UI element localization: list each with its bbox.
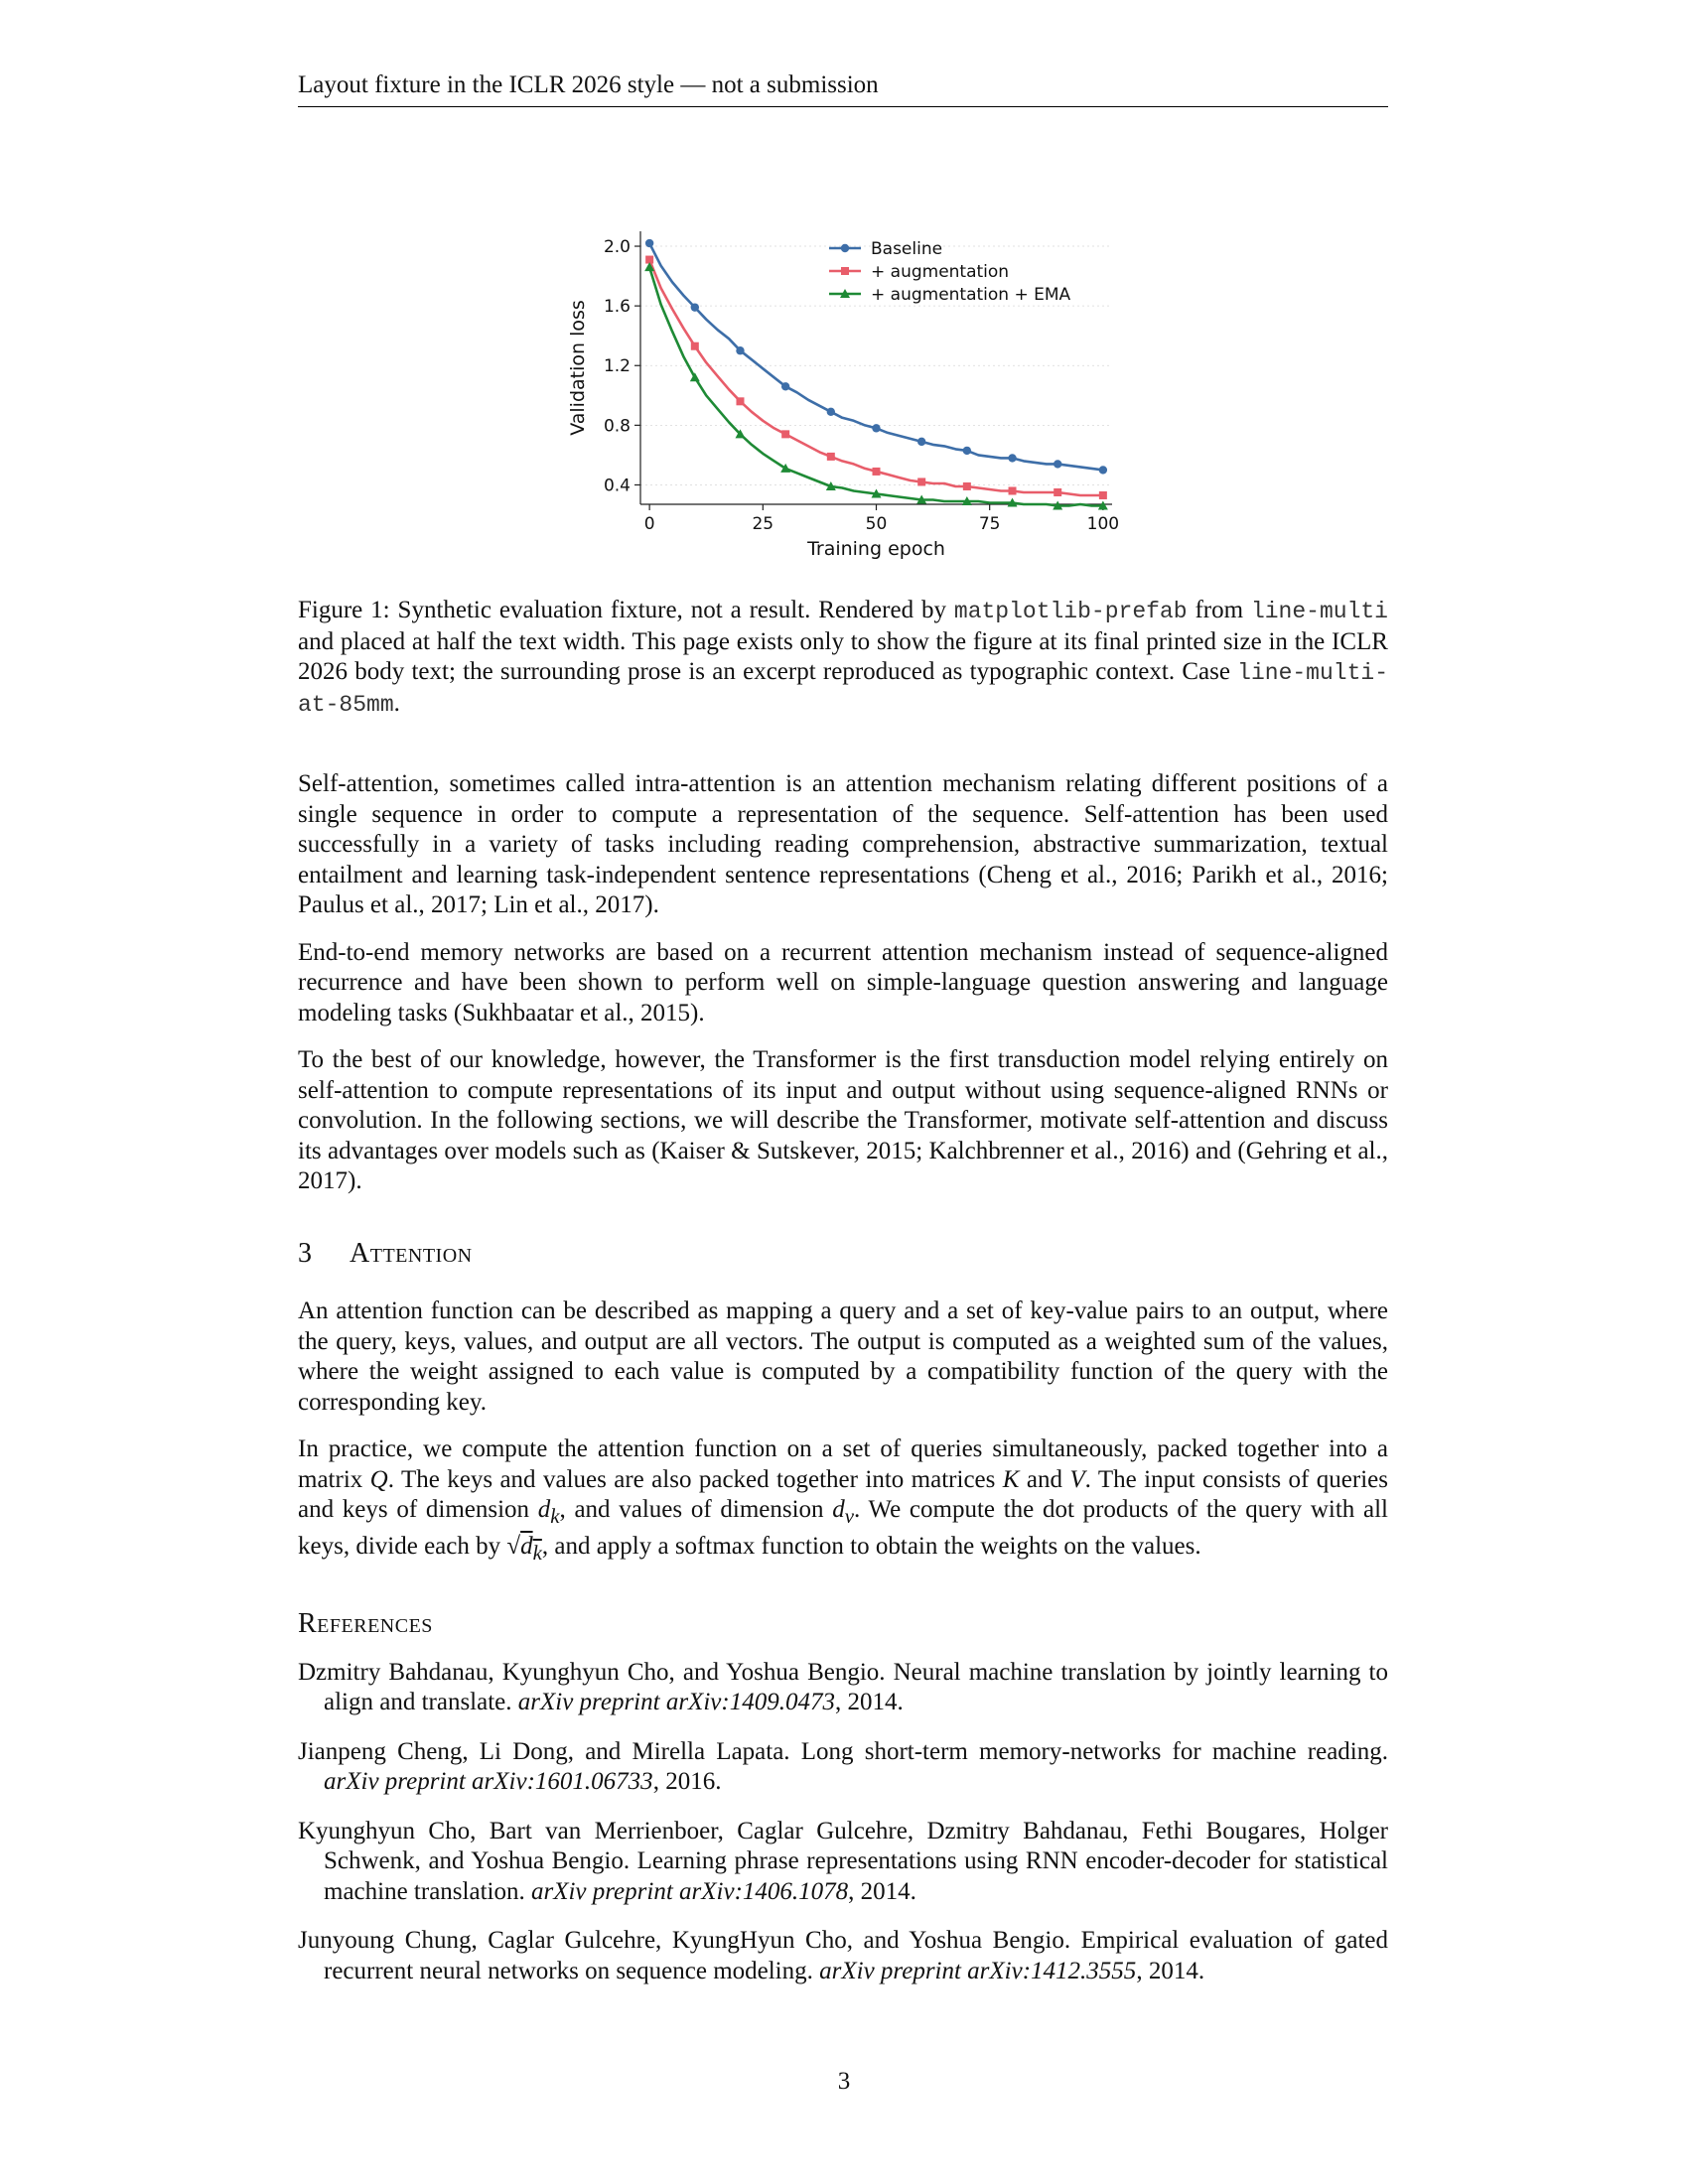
- text-run: and: [1019, 1465, 1070, 1493]
- data-point-2: [1099, 491, 1107, 499]
- math-d: d: [832, 1496, 845, 1523]
- legend-marker-1: [841, 244, 849, 252]
- reference-venue: arXiv preprint arXiv:1412.3555: [819, 1957, 1137, 1984]
- section-number: 3: [298, 1237, 313, 1269]
- x-tick-label: 100: [1086, 514, 1120, 534]
- text-run: . The input consists of queries and keys of dimension: [298, 1465, 1388, 1523]
- data-point-1: [691, 303, 699, 311]
- x-tick-label: 25: [752, 514, 774, 534]
- running-header: Layout fixture in the ICLR 2026 style — not a submission: [298, 71, 879, 98]
- x-tick-label: 50: [865, 514, 888, 534]
- reference-text: Junyoung Chung, Caglar Gulcehre, KyungHyun Cho, and Yoshua Bengio. Empirical evaluation of gated recurrent neural networks on sequence modeling.: [298, 1927, 1388, 1984]
- data-point-1: [827, 408, 835, 416]
- legend-label-3: + augmentation + EMA: [871, 285, 1071, 305]
- text-run: , and values of dimension: [559, 1496, 833, 1523]
- reference-text: Jianpeng Cheng, Li Dong, and Mirella Lapata. Long short-term memory-networks for machine reading.: [298, 1737, 1388, 1765]
- reference-item: [298, 1658, 1388, 1718]
- reference-venue: arXiv preprint arXiv:1406.1078: [530, 1877, 849, 1905]
- data-point-2: [781, 430, 789, 438]
- legend-label-1: Baseline: [871, 239, 943, 259]
- legend-label-2: + augmentation: [871, 262, 1010, 282]
- reference-year: , 2014.: [1136, 1957, 1205, 1984]
- reference-text: Dzmitry Bahdanau, Kyunghyun Cho, and Yoshua Bengio. Neural machine translation by jointly learning to align and translate.: [298, 1658, 1388, 1715]
- math-K: K: [1002, 1465, 1020, 1493]
- header-rule: [298, 106, 1388, 107]
- data-point-1: [872, 424, 880, 432]
- legend-marker-2: [841, 267, 849, 275]
- data-point-1: [1099, 466, 1107, 474]
- x-axis-label: Training epoch: [807, 538, 945, 560]
- section-title: Attention: [350, 1237, 473, 1269]
- math-Q: Q: [369, 1465, 388, 1493]
- paragraph: To the best of our knowledge, however, the Transformer is the first transduction model relying entirely on self-attention to compute representations of its input and output without using sequence-aligned RNNs or convolution. In the following sections, we will describe the Transformer, motivate self-attention and discuss its advantages over models such as (Kaiser & Sutskever, 2015; Kalchbrenner et al., 2016) and (Gehring et al., 2017).: [298, 1046, 1388, 1194]
- paragraph: Self-attention, sometimes called intra-attention is an attention mechanism relating different positions of a single sequence in order to compute a representation of the sequence. Self-attention has been used successfully in a variety of tasks including reading comprehension, abstractive summarization, textual entailment and learning task-independent sentence representations (Cheng et al., 2016; Parikh et al., 2016; Paulus et al., 2017; Lin et al., 2017).: [298, 770, 1388, 918]
- text-run: . We compute the dot products of the query with all keys, divide each by: [298, 1496, 1388, 1560]
- caption-code-tool: matplotlib-prefab: [953, 599, 1188, 624]
- caption-text: Figure 1: Synthetic evaluation fixture, not a result. Rendered by: [298, 597, 954, 623]
- reference-venue: arXiv preprint arXiv:1601.06733: [324, 1768, 653, 1795]
- text-run: . The keys and values are also packed together into matrices: [387, 1465, 1003, 1493]
- math-subscript-k: k: [532, 1540, 542, 1565]
- data-point-2: [963, 482, 971, 490]
- figure-caption: [298, 596, 1388, 720]
- text-run: , and apply a softmax function to obtain the weights on the values.: [541, 1532, 1201, 1560]
- data-point-2: [917, 478, 925, 485]
- y-axis-label: Validation loss: [567, 300, 589, 436]
- reference-text: Kyunghyun Cho, Bart van Merrienboer, Caglar Gulcehre, Dzmitry Bahdanau, Fethi Bougares, Holger Schwenk, and Yoshua Bengio. Learning phrase representations using RNN encoder-decoder for statistical machine translation.: [298, 1817, 1388, 1905]
- data-point-2: [1054, 488, 1061, 496]
- data-point-1: [736, 346, 744, 354]
- reference-item: [298, 1817, 1388, 1908]
- body-text: [298, 769, 1388, 2005]
- data-point-2: [1009, 486, 1017, 494]
- math-V: V: [1069, 1465, 1085, 1493]
- caption-text: from: [1187, 597, 1251, 623]
- data-point-1: [963, 447, 971, 455]
- caption-code-case: line-multi-at-85mm: [298, 660, 1388, 718]
- y-tick-label: 1.6: [603, 297, 631, 318]
- y-tick-label: 0.4: [603, 476, 631, 496]
- paragraph: End-to-end memory networks are based on a recurrent attention mechanism instead of sequence-aligned recurrence and have been shown to perform well on simple-language question answering and language modeling tasks (Sukhbaatar et al., 2015).: [298, 938, 1388, 1026]
- caption-text: and placed at half the text width. This page exists only to show the figure at its final printed size in the ICLR 2026 body text; the surrounding prose is an excerpt reproduced as typographic context. Case: [298, 627, 1388, 685]
- y-tick-label: 2.0: [603, 237, 631, 258]
- data-point-1: [917, 438, 925, 446]
- reference-year: , 2014.: [834, 1689, 904, 1715]
- math-subscript-v: v: [844, 1504, 854, 1528]
- y-tick-label: 0.8: [603, 416, 631, 437]
- reference-item: [298, 1737, 1388, 1798]
- data-point-2: [736, 397, 744, 405]
- reference-year: , 2016.: [652, 1768, 722, 1795]
- math-d: d: [537, 1496, 551, 1523]
- math-d: d: [520, 1532, 533, 1560]
- data-point-1: [645, 239, 653, 247]
- references-heading: References: [298, 1608, 433, 1639]
- x-tick-label: 0: [643, 514, 655, 534]
- paragraph: An attention function can be described as mapping a query and a set of key-value pairs to an output, where the query, keys, values, and output are all vectors. The output is computed as a weighted sum of the values, where the weight assigned to each value is computed by a compatibility function of the query with the corresponding key.: [298, 1297, 1388, 1416]
- data-point-3: [690, 372, 700, 381]
- data-point-1: [1008, 454, 1016, 462]
- reference-venue: arXiv preprint arXiv:1409.0473: [517, 1689, 835, 1715]
- math-sqrt-arg: [520, 1532, 542, 1565]
- validation-loss-chart: [561, 223, 1122, 566]
- paragraph: [298, 1434, 1388, 1568]
- data-point-1: [781, 382, 789, 390]
- data-point-2: [691, 342, 699, 350]
- section-heading: [298, 1239, 1388, 1270]
- x-tick-label: 75: [978, 514, 1001, 534]
- data-point-2: [827, 453, 835, 461]
- data-point-2: [873, 468, 881, 476]
- math-subscript-k: k: [550, 1504, 560, 1528]
- caption-text: .: [393, 689, 400, 717]
- text-run: In practice, we compute the attention function on a set of queries simultaneously, packed together into a matrix: [298, 1435, 1388, 1493]
- reference-item: [298, 1926, 1388, 1986]
- y-tick-label: 1.2: [603, 356, 631, 377]
- page-number: 3: [837, 2068, 851, 2095]
- caption-code-template: line-multi: [1250, 599, 1388, 624]
- data-point-1: [1054, 460, 1061, 468]
- math-sqrt: √: [506, 1532, 521, 1560]
- reference-year: , 2014.: [848, 1877, 916, 1905]
